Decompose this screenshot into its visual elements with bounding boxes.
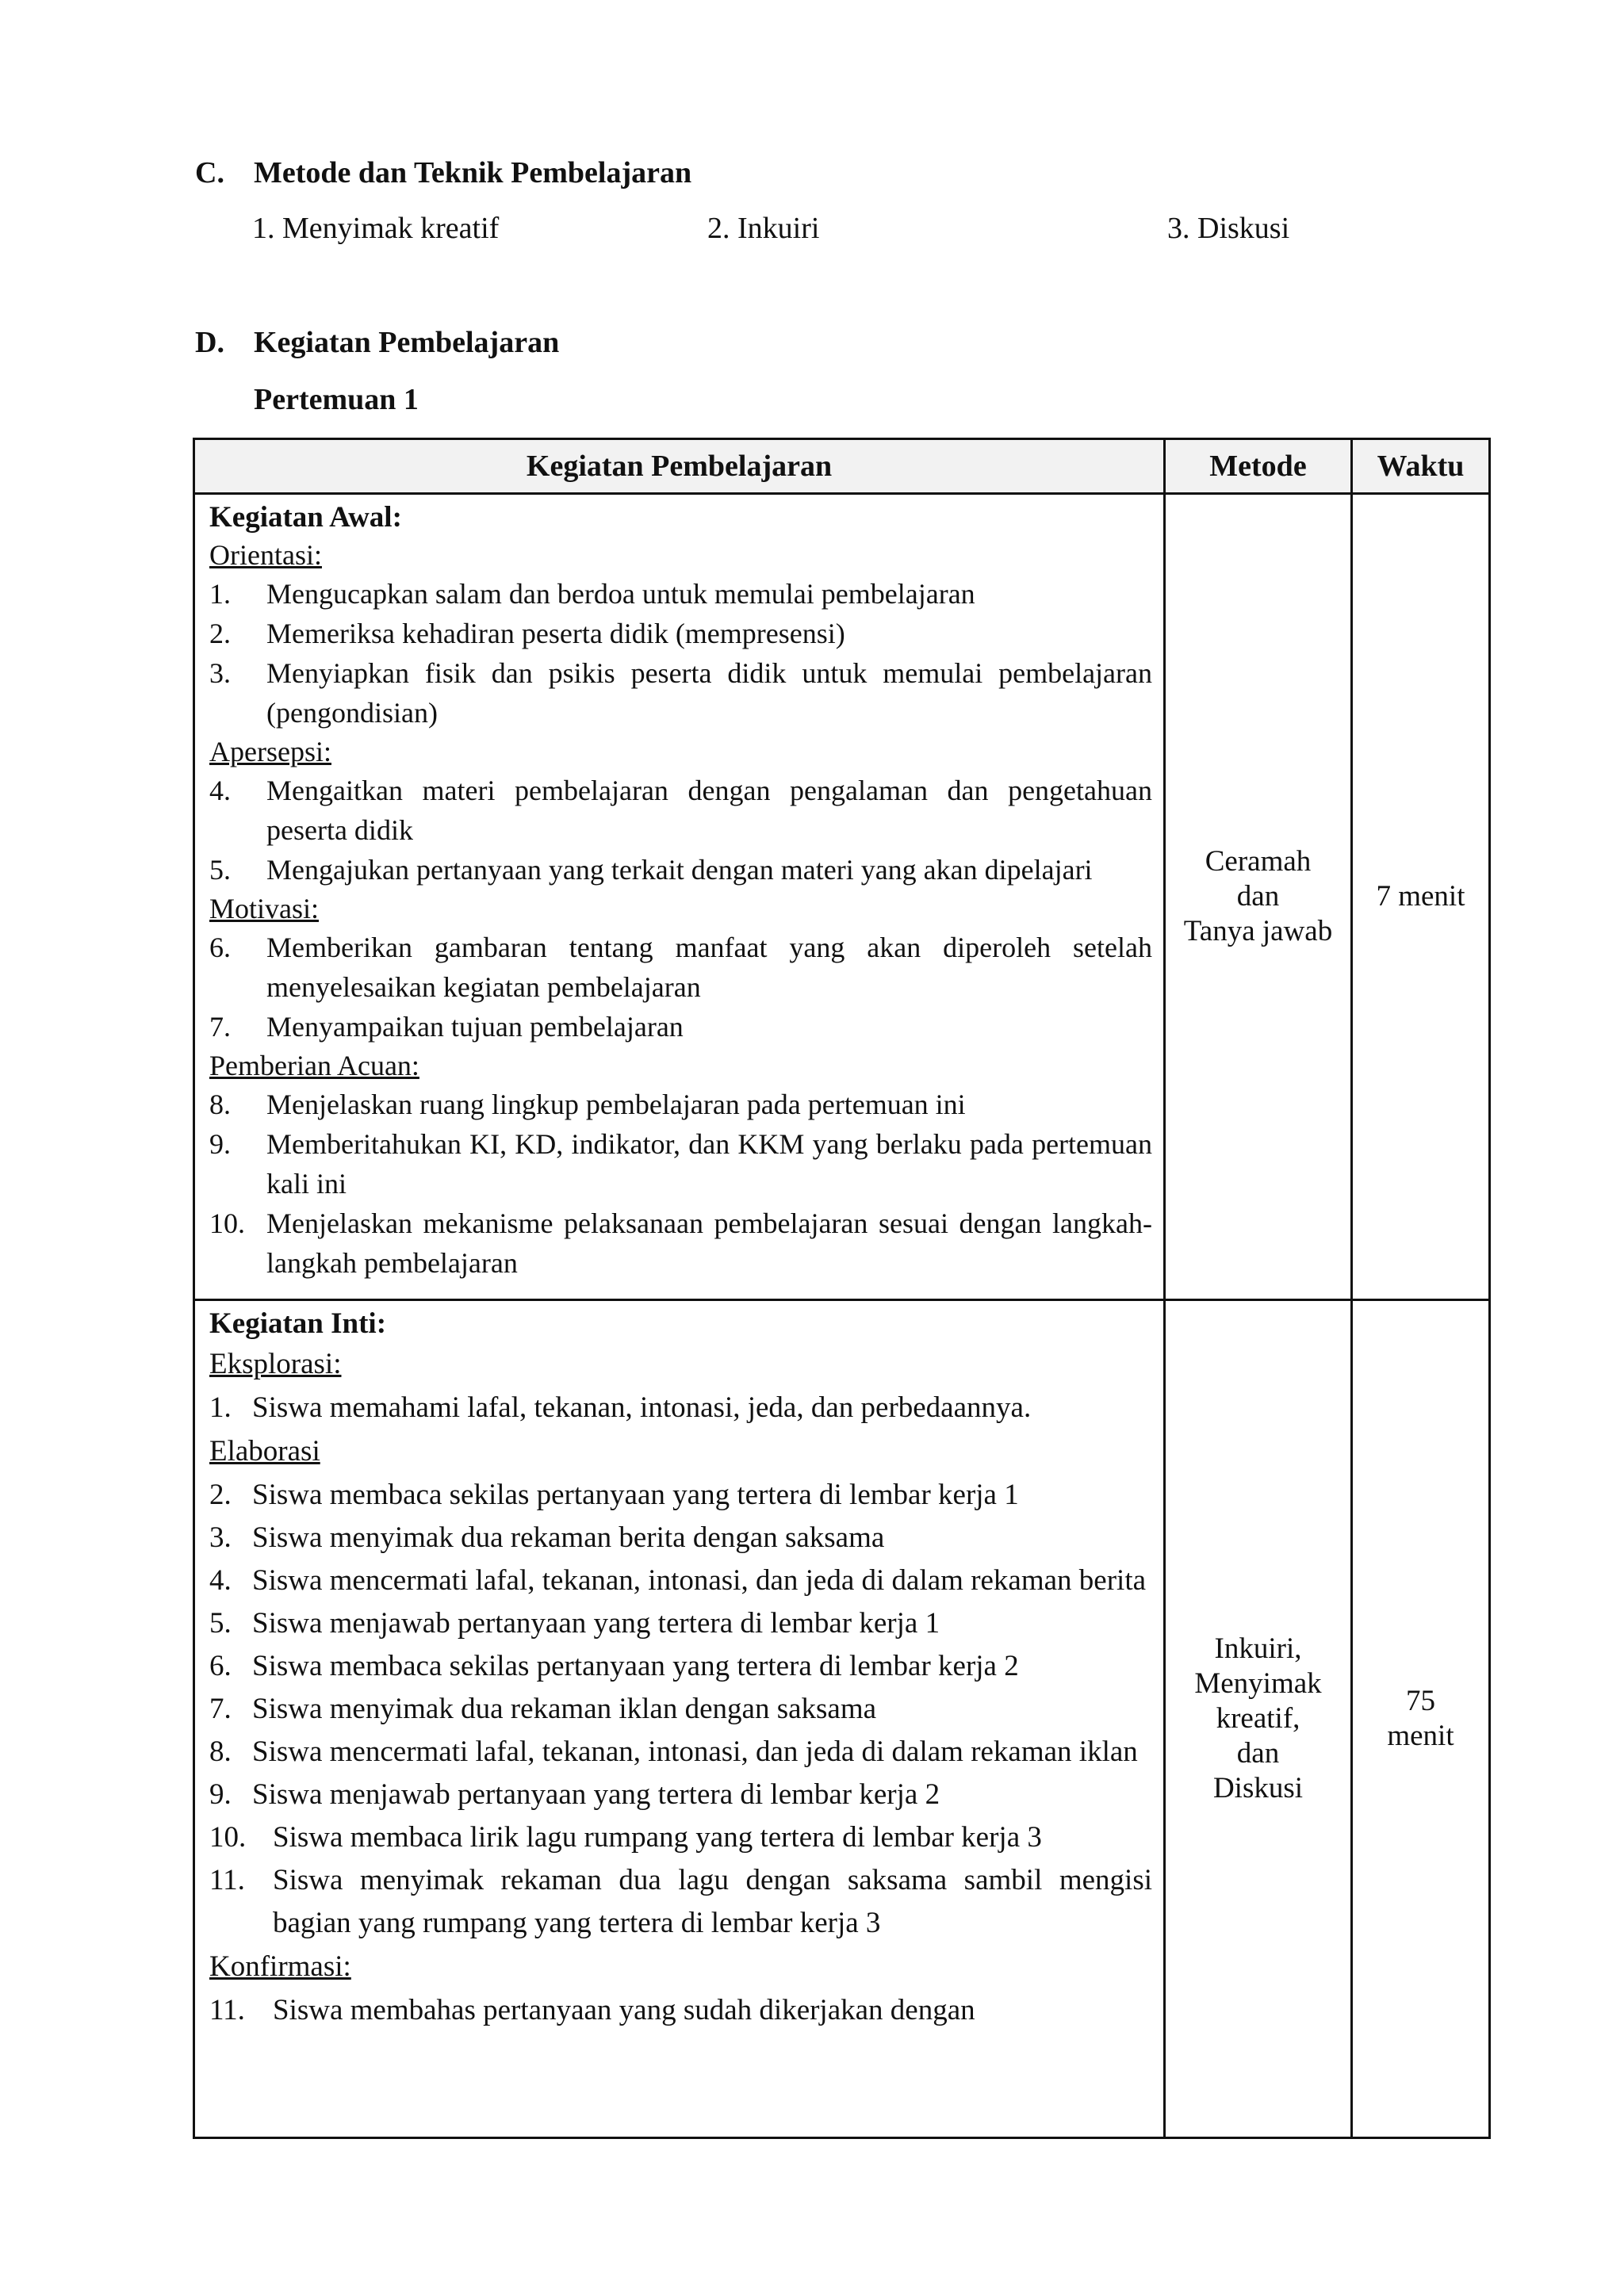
meeting-label: Pertemuan 1 — [254, 383, 419, 416]
list-item-number: 7. — [209, 1011, 231, 1043]
list-item — [209, 574, 1152, 614]
section-c-letter: C. — [195, 156, 224, 189]
list-item — [209, 1387, 1152, 1429]
inti-method-line: kreatif, — [1216, 1702, 1300, 1735]
section-d-heading — [195, 325, 559, 360]
list-item — [209, 928, 1152, 1007]
awal-time: 7 menit — [1352, 494, 1490, 1300]
awal-method-line: Tanya jawab — [1183, 915, 1333, 947]
list-item-text: Mengaitkan materi pembelajaran dengan pengalaman dan pengetahuan peserta didik — [266, 775, 1152, 846]
list-item-text: Mengucapkan salam dan berdoa untuk memulai pembelajaran — [266, 578, 975, 610]
list-item — [209, 1517, 1152, 1559]
list-item-text: Siswa mencermati lafal, tekanan, intonasi, dan jeda di dalam rekaman berita — [252, 1564, 1147, 1597]
list-item — [209, 614, 1152, 653]
section-c-heading — [195, 155, 691, 190]
table-header-row — [194, 439, 1490, 494]
list-item-number: 9. — [209, 1128, 231, 1160]
section-c-title: Metode dan Teknik Pembelajaran — [254, 156, 692, 189]
list-item-number: 6. — [209, 932, 231, 963]
inti-title: Kegiatan Inti: — [209, 1307, 387, 1340]
list-item — [209, 1859, 1152, 1945]
inti-method-line: dan — [1236, 1737, 1280, 1770]
header-activity: Kegiatan Pembelajaran — [194, 439, 1165, 494]
list-item-text: Memberikan gambaran tentang manfaat yang akan diperoleh setelah menyelesaikan kegiatan pembelajaran — [266, 932, 1152, 1003]
list-item-text: Siswa menjawab pertanyaan yang tertera di lembar kerja 1 — [252, 1607, 940, 1640]
inti-method-line: Menyimak — [1194, 1667, 1322, 1700]
list-item — [209, 1124, 1152, 1203]
list-item — [209, 1816, 1152, 1859]
inti-time — [1352, 1300, 1490, 2138]
list-item-number: 8. — [209, 1735, 232, 1768]
subheading: Pemberian Acuan: — [209, 1050, 419, 1081]
subheading: Orientasi: — [209, 539, 322, 571]
list-item-text: Menyampaikan tujuan pembelajaran — [266, 1011, 684, 1043]
list-item-text: Siswa mencermati lafal, tekanan, intonasi, dan jeda di dalam rekaman iklan — [252, 1735, 1138, 1768]
list-item-text: Siswa menyimak dua rekaman berita dengan saksama — [252, 1521, 885, 1554]
list-item — [209, 653, 1152, 733]
list-item-number: 7. — [209, 1693, 232, 1725]
list-item-number: 8. — [209, 1089, 231, 1120]
awal-groups — [209, 536, 1152, 1283]
method-item-2: 2. Inkuiri — [707, 212, 820, 245]
header-method: Metode — [1165, 439, 1352, 494]
inti-method-line: Inkuiri, — [1214, 1632, 1302, 1665]
section-d-title: Kegiatan Pembelajaran — [254, 326, 560, 359]
list-item-text: Siswa menjawab pertanyaan yang tertera di lembar kerja 2 — [252, 1778, 940, 1811]
list-item-number: 1. — [209, 1391, 232, 1424]
method-item-3: 3. Diskusi — [1167, 212, 1290, 245]
list-item-text: Siswa menyimak rekaman dua lagu dengan saksama sambil mengisi bagian yang rumpang yang tertera di lembar kerja 3 — [273, 1864, 1152, 1939]
subheading: Apersepsi: — [209, 736, 331, 767]
list-item-number: 10. — [209, 1821, 247, 1854]
section-d-letter: D. — [195, 326, 224, 359]
list-item-text: Memeriksa kehadiran peserta didik (mempresensi) — [266, 618, 845, 649]
list-item-number: 9. — [209, 1778, 232, 1811]
list-item-number: 5. — [209, 854, 231, 886]
awal-method-line: dan — [1236, 880, 1280, 913]
list-item-number: 11. — [209, 1994, 245, 2026]
list-item-number: 1. — [209, 578, 231, 610]
subheading: Eksplorasi: — [209, 1348, 342, 1380]
list-item-number: 2. — [209, 618, 231, 649]
awal-method — [1165, 494, 1352, 1300]
inti-method-line: Diskusi — [1212, 1772, 1304, 1804]
subheading: Motivasi: — [209, 893, 320, 924]
list-item-text: Siswa membaca sekilas pertanyaan yang tertera di lembar kerja 1 — [252, 1479, 1019, 1511]
list-item — [209, 850, 1152, 890]
list-item — [209, 1007, 1152, 1047]
list-item — [209, 1774, 1152, 1816]
list-item — [209, 1731, 1152, 1774]
inti-time-line: menit — [1387, 1720, 1454, 1752]
list-item-number: 2. — [209, 1479, 232, 1511]
method-item-1: 1. Menyimak kreatif — [252, 212, 500, 245]
table-row-awal — [194, 494, 1490, 1300]
list-item-number: 10. — [209, 1207, 245, 1239]
table-row-inti — [194, 1300, 1490, 2138]
subheading: Konfirmasi: — [209, 1950, 351, 1983]
awal-title: Kegiatan Awal: — [209, 501, 402, 534]
list-item — [209, 1203, 1152, 1283]
list-item-text: Mengajukan pertanyaan yang terkait dengan materi yang akan dipelajari — [266, 854, 1093, 886]
list-item-text: Menjelaskan ruang lingkup pembelajaran pada pertemuan ini — [266, 1089, 966, 1120]
inti-activities — [194, 1300, 1165, 2138]
list-item-text: Siswa membahas pertanyaan yang sudah dikerjakan dengan — [273, 1994, 975, 2026]
inti-method — [1165, 1300, 1352, 2138]
activity-table — [193, 438, 1491, 2139]
list-item-number: 5. — [209, 1607, 232, 1640]
list-item — [209, 1989, 1152, 2032]
list-item-text: Menyiapkan fisik dan psikis peserta didik untuk memulai pembelajaran (pengondisian) — [266, 657, 1152, 729]
awal-method-line: Ceramah — [1205, 845, 1312, 878]
list-item-text: Siswa memahami lafal, tekanan, intonasi, jeda, dan perbedaannya. — [252, 1391, 1032, 1424]
list-item-number: 3. — [209, 1521, 232, 1554]
list-item — [209, 1085, 1152, 1124]
list-item-number: 3. — [209, 657, 231, 689]
subheading: Elaborasi — [209, 1435, 320, 1468]
inti-time-line: 75 — [1406, 1685, 1435, 1717]
list-item-number: 11. — [209, 1864, 245, 1896]
list-item-number: 4. — [209, 775, 231, 806]
list-item — [209, 1645, 1152, 1688]
list-item-number: 4. — [209, 1564, 232, 1597]
list-item — [209, 1474, 1152, 1517]
list-item-number: 6. — [209, 1650, 232, 1682]
list-item — [209, 1559, 1152, 1602]
list-item-text: Menjelaskan mekanisme pelaksanaan pembelajaran sesuai dengan langkah-langkah pembelajaran — [266, 1207, 1152, 1279]
list-item-text: Memberitahukan KI, KD, indikator, dan KKM yang berlaku pada pertemuan kali ini — [266, 1128, 1152, 1200]
list-item-text: Siswa membaca lirik lagu rumpang yang tertera di lembar kerja 3 — [273, 1821, 1042, 1854]
header-time: Waktu — [1352, 439, 1490, 494]
list-item — [209, 771, 1152, 850]
list-item — [209, 1688, 1152, 1731]
awal-activities — [194, 494, 1165, 1300]
list-item-text: Siswa membaca sekilas pertanyaan yang tertera di lembar kerja 2 — [252, 1650, 1019, 1682]
inti-groups — [209, 1342, 1152, 2032]
list-item — [209, 1602, 1152, 1645]
list-item-text: Siswa menyimak dua rekaman iklan dengan saksama — [252, 1693, 877, 1725]
